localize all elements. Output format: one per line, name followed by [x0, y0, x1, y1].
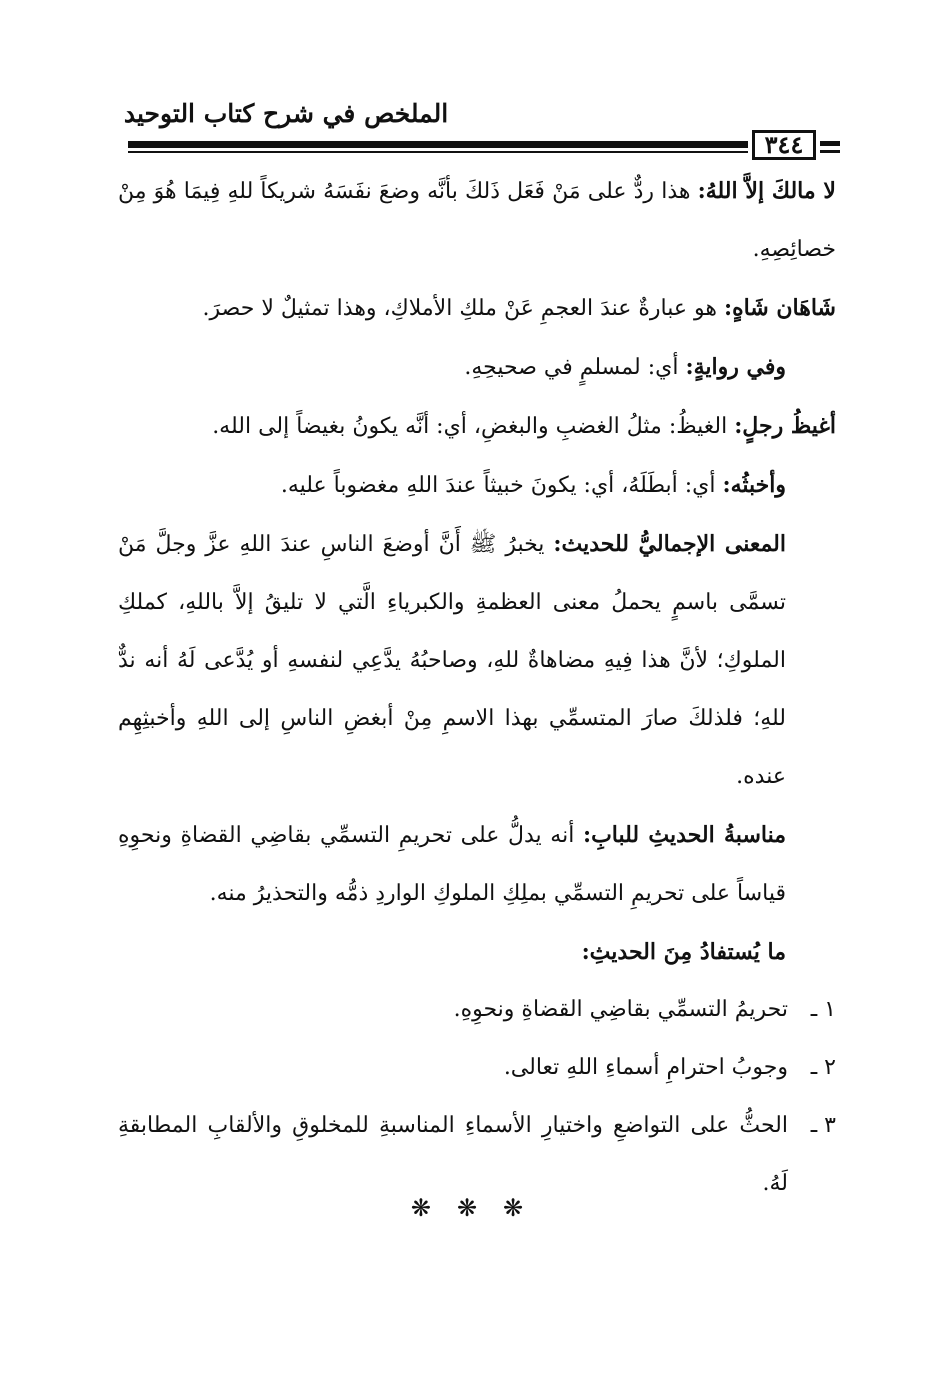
- defined-term: لا مالكَ إلاَّ اللهُ:: [697, 178, 836, 204]
- paragraph-relevance: [118, 806, 836, 923]
- page-body: [118, 162, 836, 1213]
- paragraph-riwaya: [118, 338, 836, 397]
- defined-term: وأخبثُه:: [722, 472, 786, 498]
- defined-term: أغيظُ رجلٍ:: [734, 413, 836, 439]
- paragraph-la-malik: [118, 162, 836, 279]
- section-term: المعنى الإجماليُّ للحديث:: [553, 531, 786, 557]
- defined-term: شَاهَان شَاهٍ:: [723, 295, 836, 321]
- section-separator-asterisks: ❋❋❋: [410, 1194, 550, 1222]
- definition-text: أي: أبطَلَهُ، أي: يكونَ خبيثاً عندَ اللهِ مغضوباً عليه.: [280, 473, 723, 498]
- section-text: يخبرُ ﷺ أَنَّ أوضعَ الناسِ عندَ اللهِ عزَّ وجلَّ مَنْ تسمَّى باسمٍ يحملُ معنى العظمةِ والكبرياءِ الَّتي لا تليقُ إلاَّ باللهِ، كملكِ الملوكِ؛ لأنَّ هذا فِيهِ مضاهاةٌ للهِ، وصاحبُهُ يدَّعِي لنفسهِ أو يُدَّعى لَهُ أنه ندٌّ للهِ؛ فلذلكَ صارَ المتسمِّي بهذا الاسمِ مِنْ أبغضِ الناسِ إلى اللهِ وأخبثِهِم عنده.: [118, 532, 786, 789]
- definition-text: الغيظُ: مثلُ الغضبِ والبغضِ، أي: أنَّه يكونُ بغيضاً إلى الله.: [212, 414, 735, 439]
- definition-text: هذا ردٌّ على مَنْ فَعَل ذَلكَ بأنَّه وضعَ نفَسَهُ شريكاً للهِ فِيمَا هُوَ مِنْ خصائِصِهِ.: [118, 179, 836, 262]
- paragraph-general-meaning: [118, 515, 836, 806]
- benefit-number: ١ ـ: [810, 997, 836, 1022]
- benefit-text: تحريمُ التسمِّي بقاضِي القضاةِ ونحوِهِ.: [453, 997, 788, 1022]
- definition-text: هو عبارةٌ عندَ العجمِ عَنْ ملكِ الأملاكِ، وهذا تمثيلٌ لا حصرَ.: [202, 296, 724, 321]
- defined-term: وفي روايةٍ:: [685, 354, 786, 380]
- header-rule-right-bottom: [820, 150, 840, 153]
- benefit-item: [118, 1039, 836, 1097]
- benefit-text: الحثُّ على التواضعِ واختيارِ الأسماءِ المناسبةِ للمخلوقِ والألقابِ المطابقةِ لَهُ.: [118, 1113, 788, 1196]
- benefit-number: ٣ ـ: [810, 1113, 836, 1138]
- benefits-heading: ما يُستفادُ مِنَ الحديثِ:: [581, 939, 786, 965]
- header-rule-right-top: [820, 141, 840, 146]
- section-term: مناسبةُ الحديثِ للبابِ:: [582, 822, 786, 848]
- section-text: أنه يدلُّ على تحريمِ التسمِّي بقاضِي القضاةِ ونحوِهِ قياساً على تحريمِ التسمِّي بملِكِ الملوكِ الواردِ ذمُّه والتحذيرُ منه.: [118, 823, 786, 906]
- page-number: ٣٤٤: [752, 130, 816, 160]
- running-header-title: الملخص في شرح كتاب التوحيد: [123, 99, 449, 128]
- header-rule-thin: [128, 151, 748, 153]
- header-rule-thick: [128, 141, 748, 148]
- benefit-text: وجوبُ احترامِ أسماءِ اللهِ تعالى.: [503, 1055, 788, 1080]
- benefit-item: [118, 981, 836, 1039]
- paragraph-shahan-shah: [118, 279, 836, 338]
- definition-text: أي: لمسلمٍ في صحيحِهِ.: [464, 355, 686, 380]
- paragraph-akhbathuhu: [118, 456, 836, 515]
- paragraph-aghyaz: [118, 397, 836, 456]
- benefit-number: ٢ ـ: [810, 1055, 836, 1080]
